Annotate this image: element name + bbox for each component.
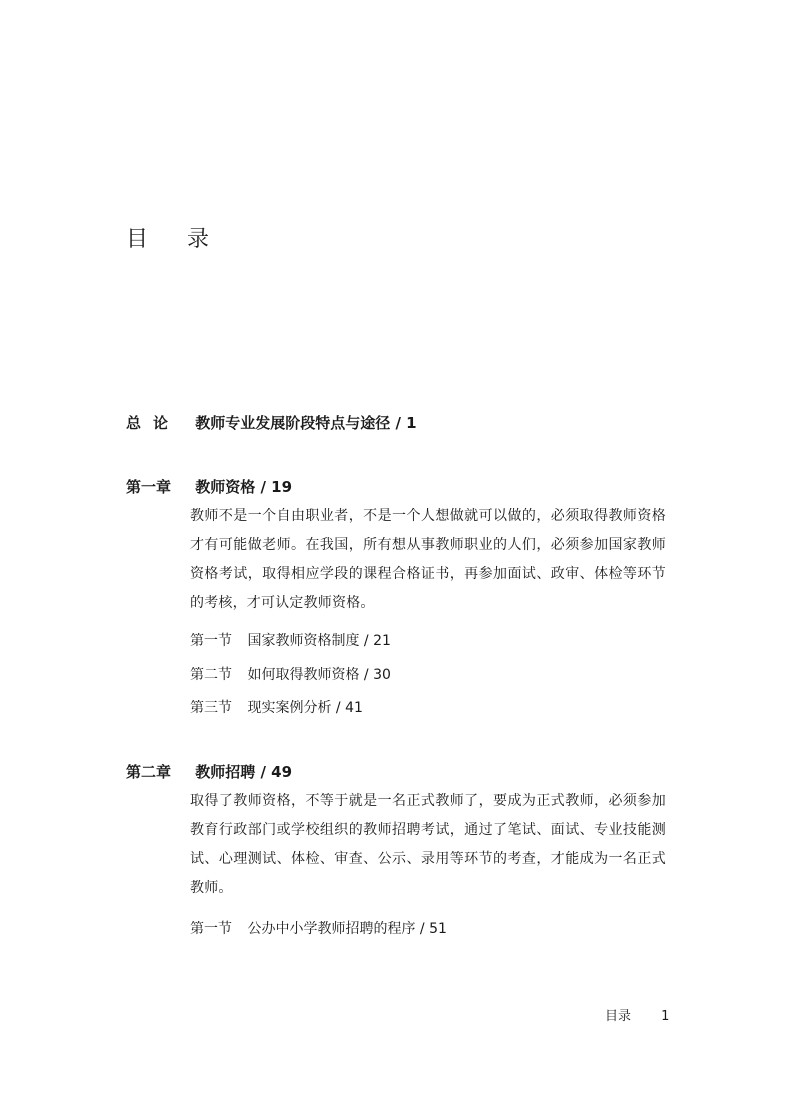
- toc-entry-section[interactable]: [190, 664, 391, 684]
- chapter-label: 第二章: [126, 763, 172, 781]
- section-page: / 21: [363, 633, 391, 649]
- toc-entry-section[interactable]: [190, 697, 363, 717]
- page-title: 目 录: [126, 227, 225, 252]
- section-label: 第一节: [190, 921, 232, 937]
- chapter-page: / 19: [260, 478, 293, 496]
- section-label: 第一节: [190, 633, 232, 649]
- chapter-summary: 教师不是一个自由职业者，不是一个人想做就可以做的，必须取得教师资格才有可能做老师。在我国，所有想从事教师职业的人们，必须参加国家教师资格考试，取得相应学段的课程合格证书，再参加面试、政审、体检等环节的考核，才可认定教师资格。: [190, 508, 666, 611]
- chapter-title: 教师资格: [195, 478, 256, 496]
- footer-label: 目录: [605, 1009, 632, 1024]
- page-footer: [605, 1005, 669, 1024]
- section-label: 第二节: [190, 667, 232, 683]
- toc-entry-chapter-1[interactable]: [126, 476, 292, 497]
- overview-page: / 1: [395, 414, 417, 432]
- section-title: 现实案例分析: [247, 700, 332, 716]
- chapter-summary: 取得了教师资格，不等于就是一名正式教师了，要成为正式教师，必须参加教育行政部门或学校组织的教师招聘考试，通过了笔试、面试、专业技能测试、心理测试、体检、审查、公示、录用等环节的考查，才能成为一名正式教师。: [190, 793, 666, 896]
- chapter-title: 教师招聘: [195, 763, 256, 781]
- toc-entry-overview[interactable]: [126, 412, 417, 433]
- toc-entry-section[interactable]: [190, 630, 391, 650]
- section-label: 第三节: [190, 700, 232, 716]
- toc-entry-chapter-2[interactable]: [126, 761, 292, 782]
- section-page: / 30: [363, 667, 391, 683]
- chapter-label: 第一章: [126, 478, 172, 496]
- overview-title: 教师专业发展阶段特点与途径: [195, 414, 391, 432]
- section-page: / 41: [335, 700, 363, 716]
- chapter-page: / 49: [260, 763, 293, 781]
- toc-entry-section[interactable]: [190, 918, 447, 938]
- page-number: 1: [661, 1009, 670, 1024]
- section-page: / 51: [419, 921, 447, 937]
- section-title: 公办中小学教师招聘的程序: [247, 921, 416, 937]
- section-title: 国家教师资格制度: [247, 633, 360, 649]
- overview-label: 总论: [126, 414, 181, 432]
- section-title: 如何取得教师资格: [247, 667, 360, 683]
